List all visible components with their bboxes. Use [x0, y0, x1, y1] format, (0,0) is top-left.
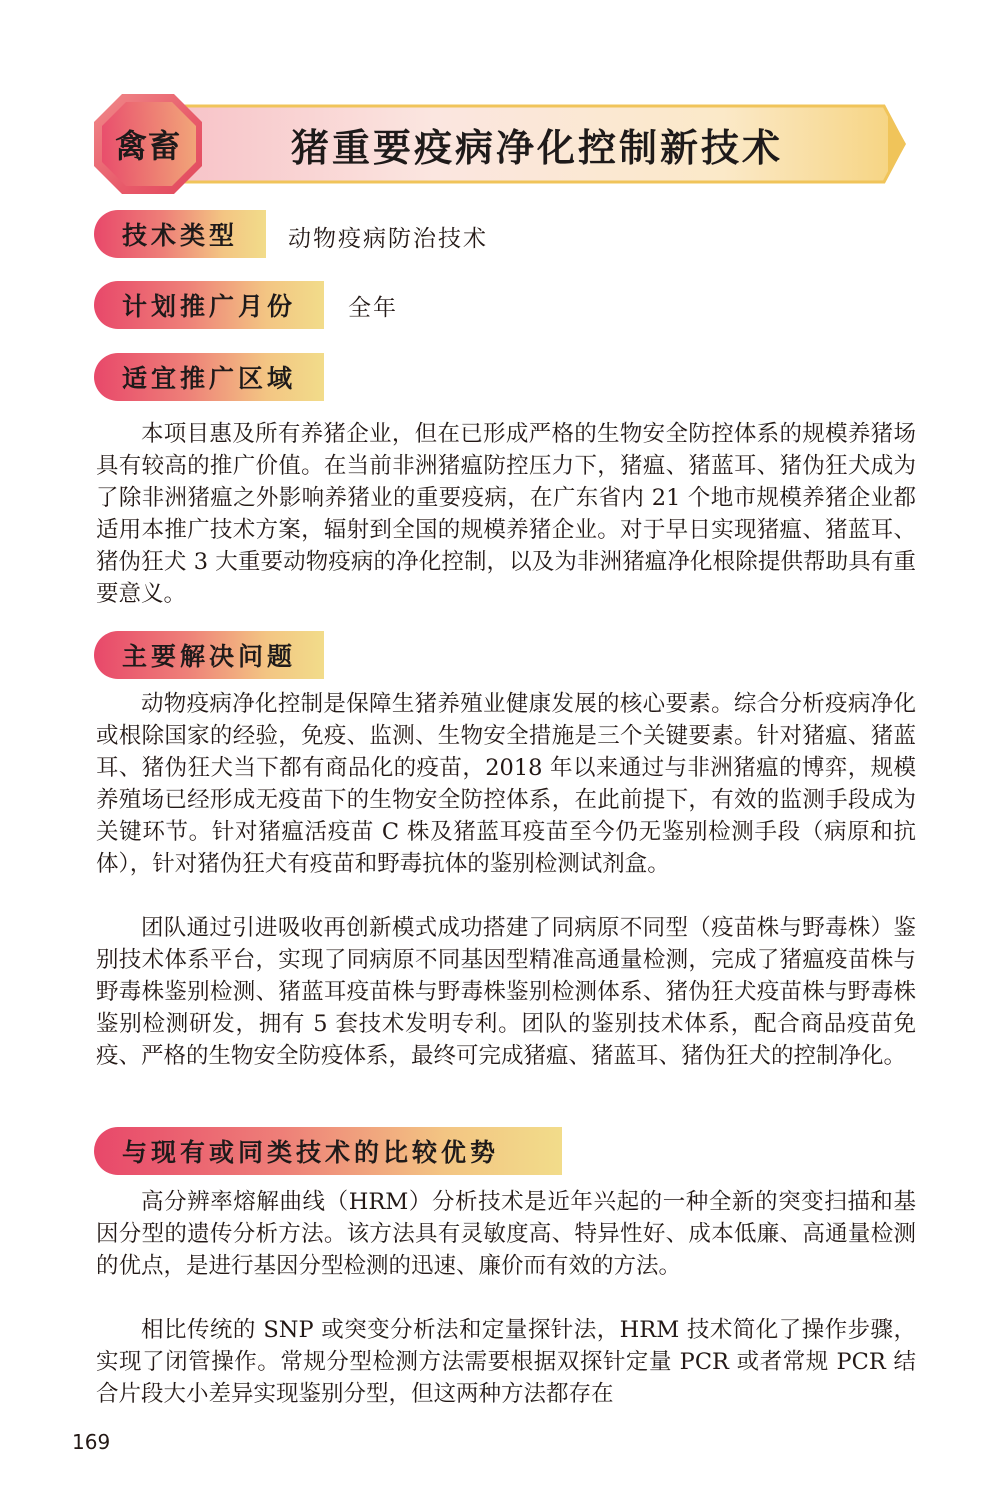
category-badge: 禽畜: [114, 127, 181, 165]
advantage-paragraph-2: 相比传统的 SNP 或突变分析法和定量探针法，HRM 技术简化了操作步骤，实现了闭管操作。常规分型检测方法需要根据双探针定量 PCR 或者常规 PCR 结合片段大小差异实现鉴别分型，但这两种方法都存在: [96, 1317, 916, 1407]
region-paragraph: 本项目惠及所有养猪企业，但在已形成严格的生物安全防控体系的规模养猪场具有较高的推广价值。在当前非洲猪瘟防控压力下，猪瘟、猪蓝耳、猪伪狂犬成为了除非洲猪瘟之外影响养猪业的重要疫病，在广东省内 21 个地市规模养猪企业都适用本推广技术方案，辐射到全国的规模养猪企业。对于早日实现猪瘟、猪蓝耳、猪伪狂犬 3 大重要动物疫病的净化控制，以及为非洲猪瘟净化根除提供帮助具有重要意义。: [96, 421, 916, 607]
advantage-paragraph-1: 高分辨率熔解曲线（HRM）分析技术是近年兴起的一种全新的突变扫描和基因分型的遗传分析方法。该方法具有灵敏度高、特异性好、成本低廉、高通量检测的优点，是进行基因分型检测的迅速、廉价而有效的方法。: [96, 1189, 916, 1279]
promotion-month-label: 计划推广月份: [94, 281, 324, 329]
page-title: 猪重要疫病净化控制新技术: [290, 125, 783, 170]
tech-type-label: 技术类型: [94, 210, 266, 258]
region-label: 适宜推广区域: [94, 353, 324, 401]
advantage-label: 与现有或同类技术的比较优势: [94, 1127, 562, 1175]
problem-label: 主要解决问题: [94, 631, 324, 679]
problem-paragraph-1: 动物疫病净化控制是保障生猪养殖业健康发展的核心要素。综合分析疫病净化或根除国家的经验，免疫、监测、生物安全措施是三个关键要素。针对猪瘟、猪蓝耳、猪伪狂犬当下都有商品化的疫苗，2018 年以来通过与非洲猪瘟的博弈，规模养殖场已经形成无疫苗下的生物安全防控体系，在此前提下，有效的监测手段成为关键环节。针对猪瘟活疫苗 C 株及猪蓝耳疫苗至今仍无鉴别检测手段（病原和抗体），针对猪伪狂犬有疫苗和野毒抗体的鉴别检测试剂盒。: [96, 691, 916, 877]
problem-paragraph-2: 团队通过引进吸收再创新模式成功搭建了同病原不同型（疫苗株与野毒株）鉴别技术体系平台，实现了同病原不同基因型精准高通量检测，完成了猪瘟疫苗株与野毒株鉴别检测、猪蓝耳疫苗株与野毒株鉴别检测体系、猪伪狂犬疫苗株与野毒株鉴别检测研发，拥有 5 套技术发明专利。团队的鉴别技术体系，配合商品疫苗免疫、严格的生物安全防疫体系，最终可完成猪瘟、猪蓝耳、猪伪狂犬的控制净化。: [96, 915, 916, 1069]
promotion-month-value: 全年: [348, 295, 398, 321]
page-number: 169: [72, 1430, 111, 1454]
tech-type-value: 动物疫病防治技术: [288, 226, 488, 252]
title-banner: [92, 92, 918, 196]
